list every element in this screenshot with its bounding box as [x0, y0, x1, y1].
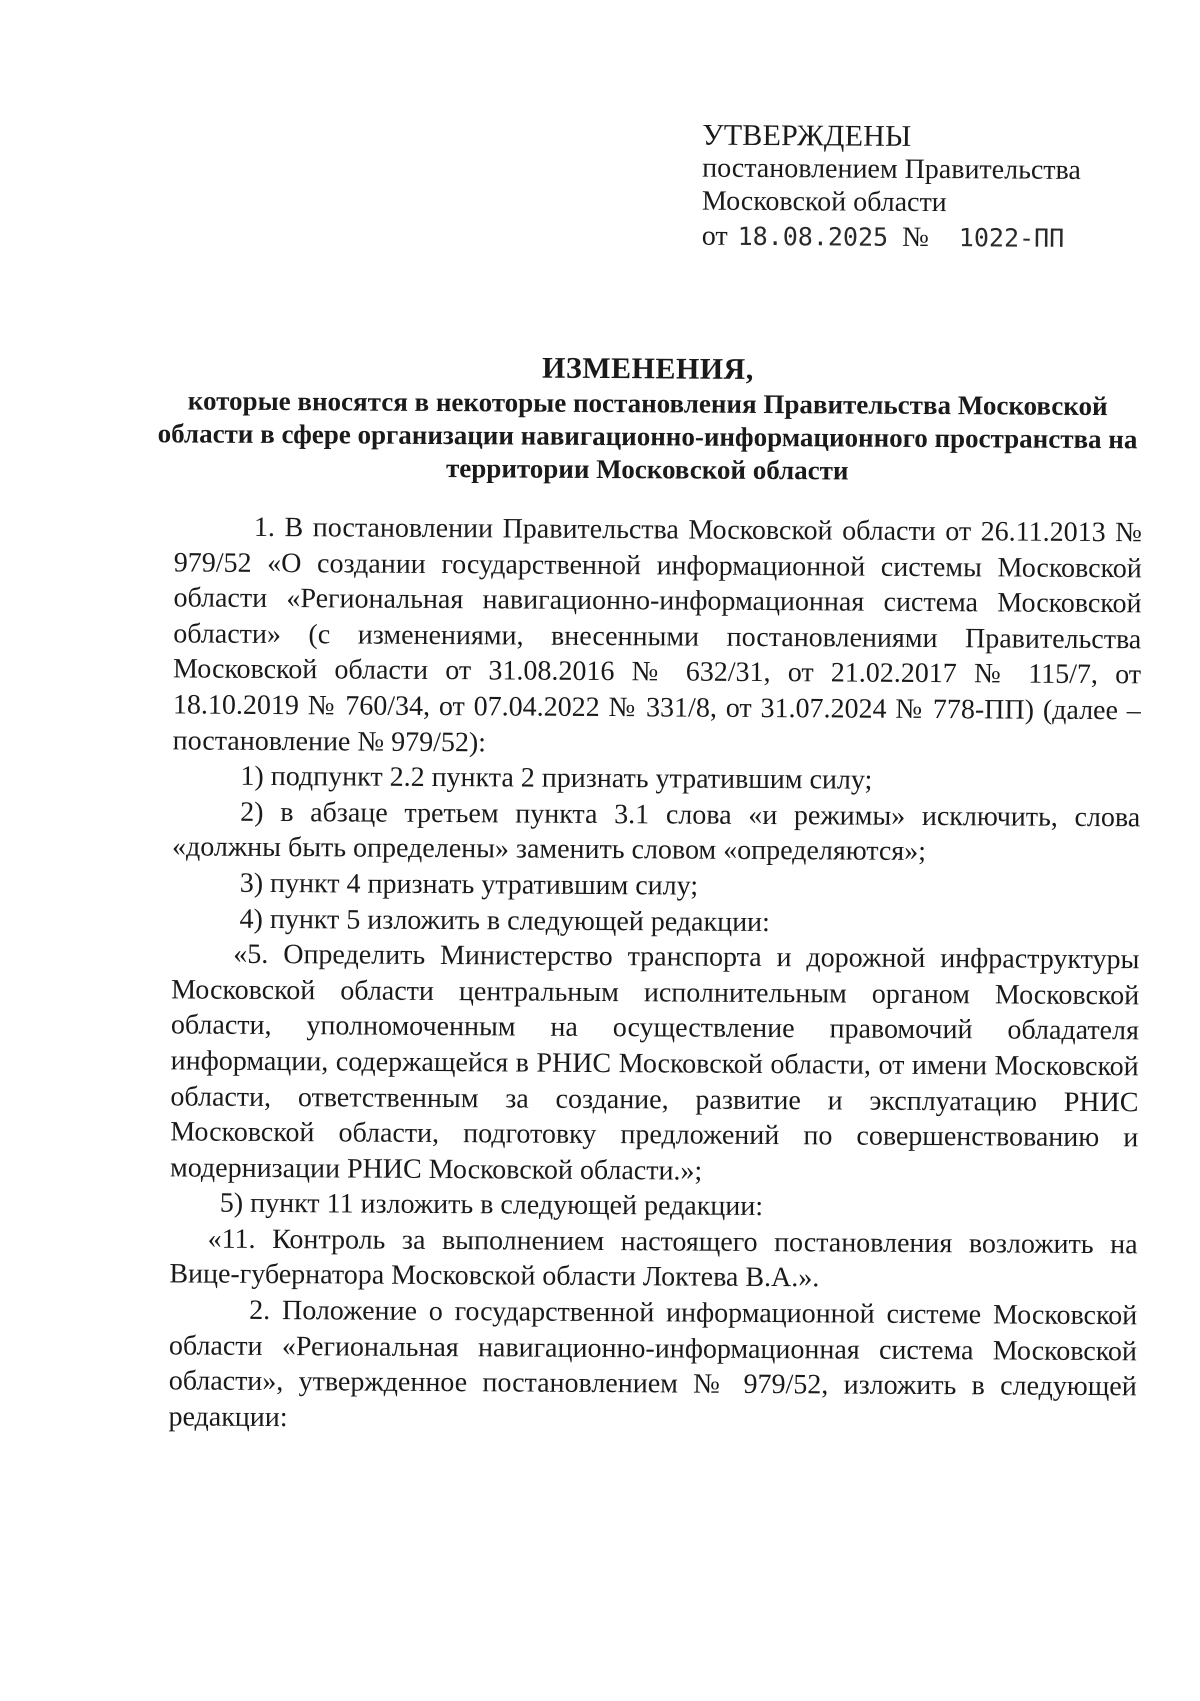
approved-heading: УТВЕРЖДЕНЫ: [702, 118, 912, 153]
quoted-item-5: «5. Определить Министерство транспорта и дорожной инфраструктуры Московской области центральным исполнительным органом Московской области, уполномоченным на осуществление правомочий обладателя информации, содержащейся в РНИС Московской области, от имени Московской области, ответственным за создание, развитие и эксплуатацию РНИС Московской области, подготовку предложений по совершенствованию и модернизации РНИС Московской области.»;: [169, 938, 1140, 1187]
document-title-block: [152, 349, 1143, 489]
approval-stamp-block: [702, 119, 1081, 255]
approval-number: 1022-ПП: [958, 223, 1065, 253]
document-subtitle: которые вносятся в некоторые постановления Правительства Московской области в сфере организации навигационно-информационного пространства на территории Московской области: [157, 385, 1138, 486]
subitem-2: 2) в абзаце третьем пункта 3.1 слова «и режимы» исключить, слова «должны быть определены» заменить словом «определяются»;: [171, 796, 1141, 868]
subitem-4: 4) пункт 5 изложить в следующей редакции:: [239, 903, 770, 938]
number-sign: №: [902, 221, 929, 253]
date-prefix: от: [701, 220, 728, 252]
subitem-1: 1) подпункт 2.2 пункта 2 признать утратившим силу;: [240, 760, 873, 796]
approval-date: 18.08.2025: [737, 221, 889, 252]
approval-line-government: постановлением Правительства: [702, 152, 1081, 186]
approval-line-region: Московской области: [701, 185, 947, 219]
document-title: ИЗМЕНЕНИЯ,: [541, 351, 754, 386]
document-body: [168, 509, 1142, 1440]
quoted-item-11: «11. Контроль за выполнением настоящего постановления возложить на Вице-губернатора Московской области Локтева В.А.».: [169, 1223, 1138, 1294]
paragraph-1: 1. В постановлении Правительства Московской области от 26.11.2013 № 979/52 «О создании государственной информационной системы Московской области «Региональная навигационно-информационная система Московской области» (с изменениями, внесенными постановлениями Правительства Московской области от 31.08.2016 № 632/31, от 21.02.2017 № 115/7, от 18.10.2019 № 760/34, от 07.04.2022 № 331/8, от 31.07.2024 № 778-ПП) (далее – постановление № 979/52):: [172, 511, 1143, 758]
approval-date-line: [702, 220, 1081, 255]
paragraph-2: 2. Положение о государственной информационной системе Московской области «Региональная навигационно-информационная система Московской области», утвержденное постановлением № 979/52, изложить в следующей редакции:: [168, 1294, 1138, 1433]
subitem-5: 5) пункт 11 изложить в следующей редакции:: [219, 1187, 764, 1223]
subitem-3: 3) пункт 4 признать утратившим силу;: [239, 867, 699, 902]
